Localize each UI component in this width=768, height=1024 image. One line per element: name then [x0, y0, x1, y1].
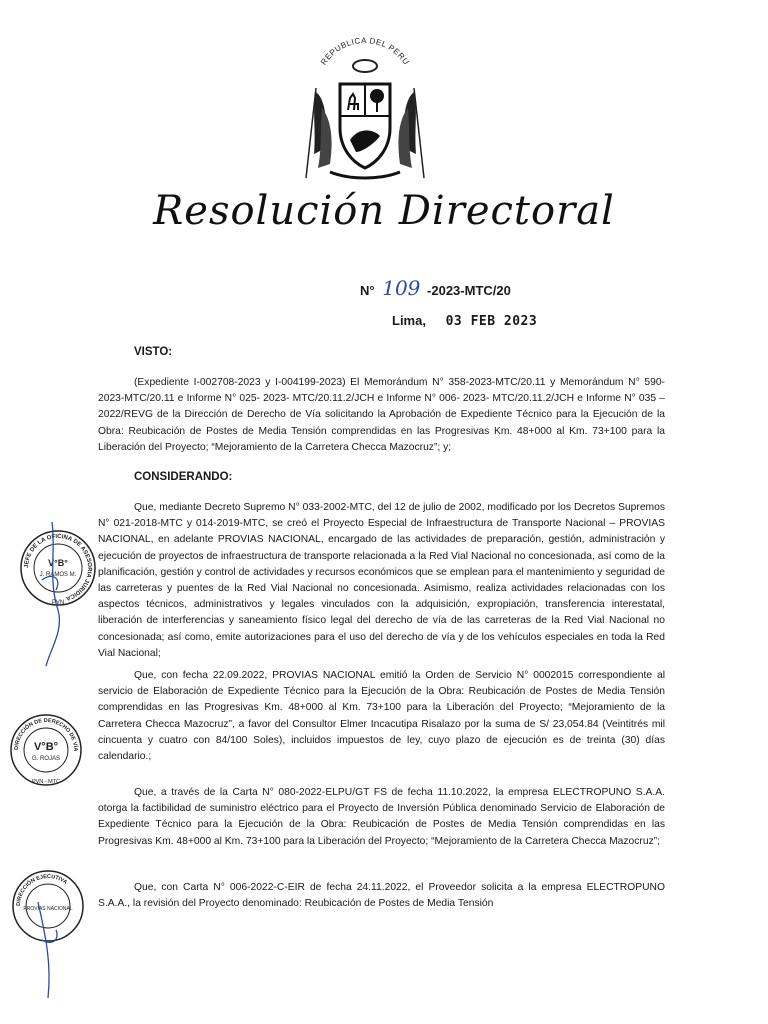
- considerando-paragraph-4: Que, con Carta N° 006-2022-C-EIR de fecha 24.11.2022, el Proveedor solicita a la empresa ELECTROPUNO S.A.A., la revisión del Proyecto denominado: Reubicación de Postes de Media Tensión: [98, 882, 665, 910]
- handwritten-number: 109: [382, 276, 421, 300]
- stamp1-ring-text: JEFE DE LA OFICINA DE ASESORIA JURIDICA: [23, 533, 93, 601]
- stamp1-vb: V°B°: [48, 558, 68, 568]
- stamp2-ring-text: DIRECCIÓN DE DERECHO DE VÍA: [13, 717, 79, 752]
- considerando-heading: CONSIDERANDO:: [134, 471, 233, 483]
- resolution-prefix: N°: [360, 283, 375, 298]
- stamp3-org: PROVIAS NACIONAL: [23, 906, 73, 912]
- place-label: Lima,: [392, 313, 426, 328]
- resolution-number: [360, 276, 511, 300]
- signature-1: [28, 520, 78, 670]
- date-stamp: 03 FEB 2023: [445, 314, 538, 329]
- stamp2-org: PVN - MTC: [31, 779, 61, 785]
- signature-3: [30, 900, 70, 1000]
- visto-heading: VISTO:: [134, 346, 173, 358]
- stamp3-ring-text: DIRECCIÓN EJECUTIVA: [15, 873, 68, 907]
- stamp2-name: G. ROJAS: [31, 756, 61, 762]
- considerando-paragraph-3: Que, a través de la Carta N° 080-2022-ELPU/GT FS de fecha 11.10.2022, la empresa ELECTROPUNO S.A.A. otorga la factibilidad de suministro eléctrico para el Proyecto de Inversión Pública denominado Servicio de Elaboración de Expediente Técnico para la Ejecución de la Obra: Reubicación de Postes de Media Tensión comprendidas en las Progresivas Km. 48+000 al Km. 73+100 para la Liberación del Proyecto; “Mejoramiento de la Carretera Checca Mazocruz”;: [98, 787, 665, 847]
- resolution-suffix: -2023-MTC/20: [427, 283, 511, 298]
- stamp1-name: J. RAMOS M.: [39, 572, 77, 578]
- stamp1-org: PVN: [51, 600, 65, 606]
- stamp2-vb: V°B°: [33, 741, 59, 753]
- visto-paragraph: (Expediente I-002708-2023 y I-004199-2023) El Memorándum N° 358-2023-MTC/20.11 y Memorándum N° 590-2023-MTC/20.11 e Informe N° 025- 2023- MTC/20.11.2/JCH e Informe N° 006- 2023- MTC/20.11.2/JCH e Informe N° 035 – 2022/REVG de la Dirección de Derecho de Vía solicitando la Aprobación de Expediente Técnico para la Ejecución de la Obra: Reubicación de Postes de Media Tensión comprendidas en las Progresivas Km. 48+000 al Km. 73+100 para la Liberación del Proyecto; “Mejoramiento de la Carretera Checca Mazocruz”; y;: [98, 377, 665, 453]
- considerando-paragraph-1: Que, mediante Decreto Supremo N° 033-2002-MTC, del 12 de julio de 2002, modificado por los Decretos Supremos N° 021-2018-MTC y 014-2019-MTC, se creó el Proyecto Especial de Infraestructura de Transporte Nacional – PROVIAS NACIONAL, en adelante PROVIAS NACIONAL, encargado de las actividades de preparación, gestión, administración y ejecución de proyectos de infraestructura de transporte relacionada a la Red Vial Nacional no concesionada, así como de la planificación, gestión y control de actividades y recursos económicos que se emplean para el mantenimiento y seguridad de las carreteras y puentes de la Red Vial Nacional no concesionada. Asimismo, realiza actividades relacionadas con los aspectos técnicos, administrativos y legales vinculados con la adquisición, expropiación, transferencia interestatal, liberación de interferencias y saneamiento físico legal del derecho de vía de las carreteras de la Red Vial Nacional no concesionada; así como, emite autorizaciones para el uso del derecho de vía y de los vehículos especiales en toda la Red Vial Nacional;: [98, 502, 665, 659]
- approval-stamp-right-of-way: [8, 712, 84, 788]
- svg-text:REPUBLICA DEL PERU: [319, 36, 411, 67]
- crest-caption: REPUBLICA DEL PERU: [319, 35, 411, 67]
- document-title: Resolución Directoral: [153, 188, 615, 234]
- place-date: [392, 313, 537, 329]
- considerando-paragraph-2: Que, con fecha 22.09.2022, PROVIAS NACIONAL emitió la Orden de Servicio N° 0002015 correspondiente al servicio de Elaboración de Expediente Técnico para la Ejecución de la Obra: Reubicación de Postes de Media Tensión comprendidas en las Progresivas Km. 48+000 al Km. 73+100 para la Liberación del Proyecto; “Mejoramiento de la Carretera Checca Mazocruz”, a favor del Consultor Elmer Incacutipa Risalazo por la suma de S/ 23,054.84 (Veintitrés mil cincuenta y cuatro con 84/100 Soles), incluidos impuestos de ley, cuyo plazo de ejecución es de treinta (30) días calendario.;: [98, 670, 665, 763]
- coat-of-arms-emblem: [300, 28, 430, 188]
